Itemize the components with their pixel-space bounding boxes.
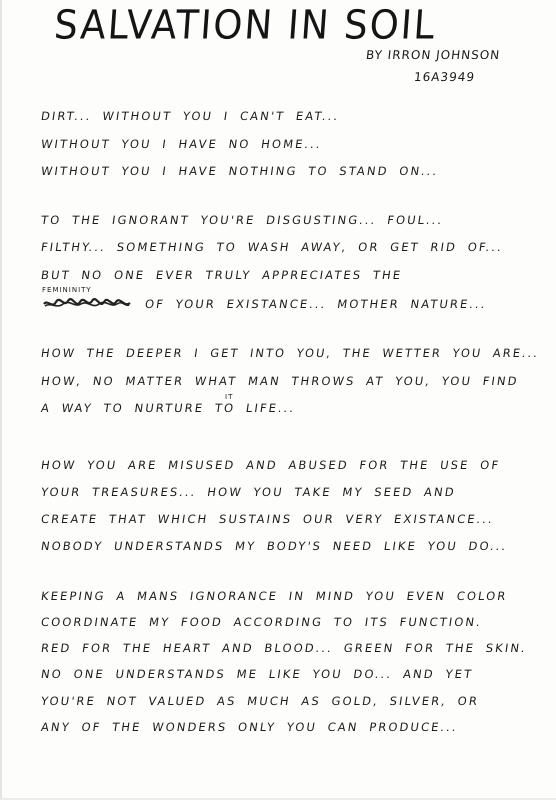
poem-line: DIRT... WITHOUT YOU I CAN'T EAT...	[40, 109, 341, 123]
poem-line: KEEPING A MANS IGNORANCE IN MIND YOU EVEN COLOR	[40, 589, 509, 603]
poem-line: YOU'RE NOT VALUED AS MUCH AS GOLD, SILVER, OR	[40, 694, 480, 708]
poem-line: HOW THE DEEPER I GET INTO YOU, THE WETTER YOU ARE...	[40, 346, 541, 360]
poem-line: A WAY TO NURTURE TO LIFE...	[40, 401, 297, 415]
poem-line: FILTHY... SOMETHING TO WASH AWAY, OR GET RID OF...	[40, 240, 505, 254]
poem-line: RED FOR THE HEART AND BLOOD... GREEN FOR THE SKIN.	[40, 641, 528, 655]
author-line: BY IRRON JOHNSON	[365, 48, 501, 62]
poem-line: NO ONE UNDERSTANDS ME LIKE YOU DO... AND YET	[40, 667, 475, 681]
poem-line: WITHOUT YOU I HAVE NO HOME...	[40, 137, 323, 151]
poem-line: NOBODY UNDERSTANDS MY BODY'S NEED LIKE YOU DO...	[40, 539, 509, 553]
poem-line: OF YOUR EXISTANCE... MOTHER NATURE...	[144, 297, 488, 311]
poem-line: WITHOUT YOU I HAVE NOTHING TO STAND ON...	[40, 164, 440, 178]
poem-line: ANY OF THE WONDERS ONLY YOU CAN PRODUCE...	[40, 720, 459, 734]
poem-line: TO THE IGNORANT YOU'RE DISGUSTING... FOUL...	[40, 213, 445, 227]
inserted-word-femininity: FEMININITY	[42, 286, 92, 294]
poem-line: BUT NO ONE EVER TRULY APPRECIATES THE	[40, 268, 404, 282]
poem-line: COORDINATE MY FOOD ACCORDING TO ITS FUNCTION.	[40, 615, 483, 629]
student-id: 16A3949	[413, 70, 476, 84]
crossed-out-word	[42, 297, 132, 311]
poem-title: SALVATION IN SOIL	[52, 2, 438, 49]
poem-line: CREATE THAT WHICH SUSTAINS OUR VERY EXISTANCE...	[40, 512, 495, 526]
poem-line: HOW, NO MATTER WHAT MAN THROWS AT YOU, YOU FIND	[40, 374, 520, 388]
inserted-word-it: IT	[225, 393, 234, 401]
poem-line: HOW YOU ARE MISUSED AND ABUSED FOR THE USE OF	[40, 458, 502, 472]
poem-line: YOUR TREASURES... HOW YOU TAKE MY SEED AND	[40, 485, 457, 499]
